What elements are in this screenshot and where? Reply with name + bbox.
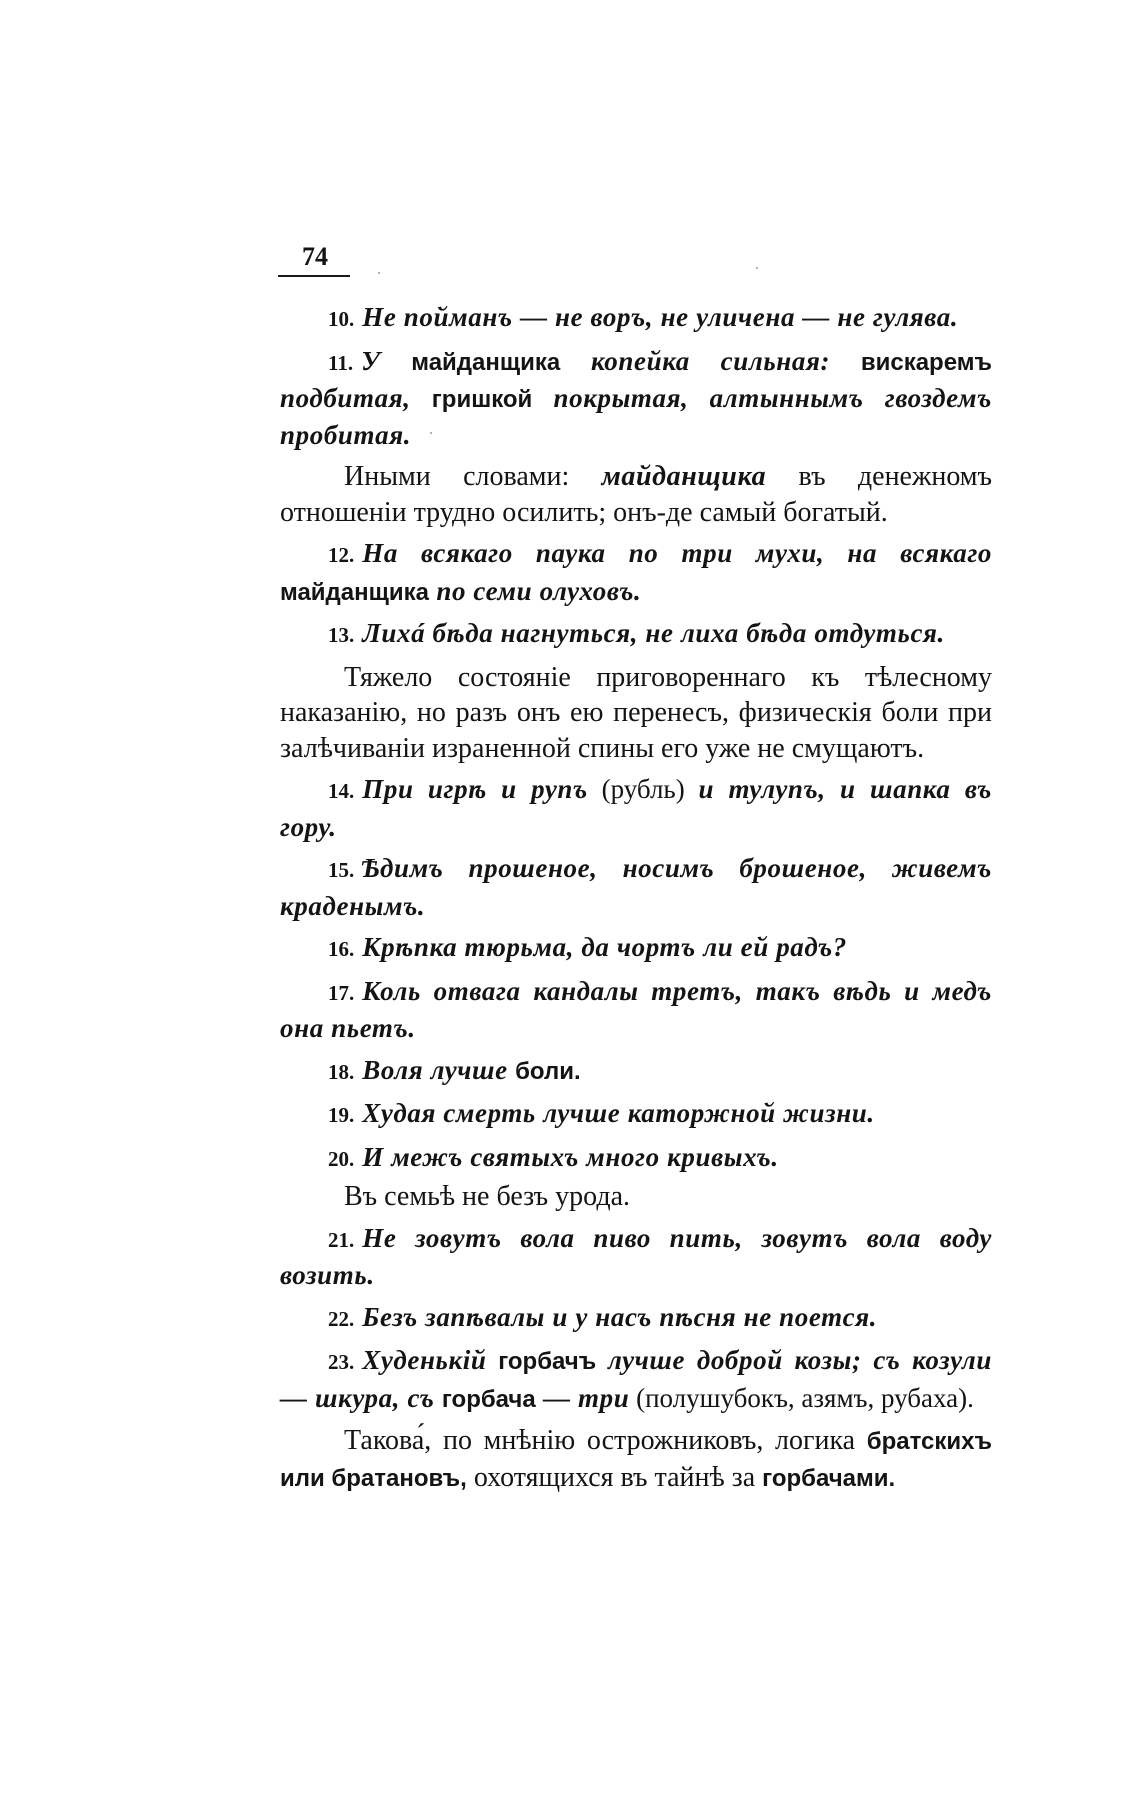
slang-term: виcкаремъ — [860, 348, 992, 376]
slang-term: боли. — [515, 1057, 581, 1085]
proverb-text: Крѣпка тюрьма, да чортъ ли ей радъ? — [362, 932, 847, 962]
proverb-text: майданщика — [601, 461, 767, 492]
slang-term: майданщика — [280, 578, 429, 606]
plain-text: Въ семьѣ не безъ урода. — [344, 1181, 631, 1212]
plain-text: Тяжело состояніе приговореннаго къ тѣлесному наказанію, но разъ онъ ею перенесъ, физическія боли при залѣчиваніи израненной спины его уже не смущаютъ. — [280, 661, 992, 764]
commentary-paragraph — [280, 459, 992, 530]
proverb-number: 16. — [328, 937, 355, 961]
proverb-text: Худая смерть лучше каторжной жизни. — [362, 1098, 875, 1128]
slang-term: горбачами. — [762, 1464, 896, 1492]
slang-term: гришкой — [431, 386, 533, 413]
proverb-text: Воля лучше — [362, 1054, 516, 1085]
print-speck — [378, 272, 380, 274]
plain-text: (рубль) — [587, 774, 699, 804]
slang-term: горбача — [441, 1385, 536, 1413]
proverb-entry — [280, 1300, 992, 1338]
proverb-text: подбитая, — [280, 383, 432, 413]
proverb-entry — [280, 1343, 992, 1417]
proverb-entry — [280, 1096, 992, 1134]
proverb-entry — [280, 536, 992, 610]
plain-text: Иными словами: — [344, 461, 602, 492]
proverb-entry — [280, 1053, 992, 1091]
slang-term: майданщика — [411, 348, 561, 376]
commentary-paragraph — [280, 1423, 992, 1496]
proverb-entry — [280, 772, 992, 845]
proverb-number: 20. — [328, 1146, 355, 1171]
proverb-number: 23. — [328, 1350, 355, 1374]
proverb-number: 21. — [328, 1227, 355, 1252]
plain-text: въ денежномъ отношеніи трудно осилить; онъ-де самый богатый. — [280, 461, 992, 528]
proverb-number: 14. — [328, 779, 355, 803]
print-speck — [430, 432, 432, 434]
plain-text: (полушубокъ, азямъ, рубаха). — [629, 1382, 974, 1413]
plain-text: охотящихся въ тайнѣ за — [466, 1461, 763, 1493]
proverb-number: 19. — [328, 1103, 355, 1127]
proverb-number: 12. — [328, 543, 355, 567]
proverb-number: 22. — [328, 1306, 355, 1331]
proverb-text: Коль отвага кандалы третъ, такъ вѣдь и медъ она пьетъ. — [280, 975, 992, 1043]
proverb-text: лучше доброй козы; съ козули — шкура, съ — [280, 1345, 993, 1413]
proverb-text: Не пойманъ — не воръ, не уличена — не гулява. — [362, 302, 959, 332]
proverb-number: 10. — [328, 307, 355, 331]
proverb-entry — [280, 300, 992, 338]
proverb-number: 18. — [328, 1059, 355, 1084]
print-speck — [756, 267, 758, 269]
slang-term: братскихъ или братановъ, — [280, 1428, 992, 1492]
proverb-entry — [280, 851, 992, 924]
proverb-text: Безъ запѣвалы и у насъ пѣсня не поется. — [362, 1301, 878, 1332]
proverb-entry — [280, 1140, 992, 1178]
proverb-entry — [280, 616, 992, 654]
slang-term: горбачъ — [498, 1348, 597, 1375]
proverb-text: На всякаго паука по три мухи, на всякаго — [362, 538, 992, 568]
plain-text: Такова́, по мнѣнію острожниковъ, логика — [344, 1425, 867, 1456]
page-body-text — [280, 300, 992, 1502]
proverb-text: Худенькій — [362, 1345, 499, 1375]
page-number-rule — [278, 275, 350, 277]
proverb-text: И межъ святыхъ много кривыхъ. — [362, 1141, 779, 1172]
page-number: 74 — [302, 242, 328, 271]
proverb-number: 11. — [328, 350, 354, 375]
proverb-number: 13. — [328, 623, 355, 647]
proverb-entry — [280, 930, 992, 968]
proverb-text: — три — [535, 1382, 630, 1413]
proverb-entry — [280, 344, 992, 454]
commentary-paragraph — [280, 660, 992, 767]
proverb-entry — [280, 1221, 992, 1294]
proverb-text: копейка сильная: — [560, 345, 861, 376]
proverb-number: 17. — [328, 980, 355, 1005]
proverb-text: При игрѣ и рупъ — [362, 774, 588, 804]
proverb-number: 15. — [328, 858, 355, 882]
proverb-text: Ѣдимъ прошеное, носимъ брошеное, живемъ краденымъ. — [280, 853, 992, 921]
proverb-text: покрытая, алтыннымъ гвоздемъ пробитая. — [280, 383, 992, 450]
proverb-entry — [280, 974, 992, 1047]
proverb-text: Не зовутъ вола пиво пить, зовутъ вола воду возить. — [280, 1222, 992, 1290]
proverb-text: У — [361, 345, 412, 376]
proverb-text: по семи олуховъ. — [428, 575, 642, 606]
proverb-text: Лихá бѣда нагнуться, не лиха бѣда отдуться. — [362, 618, 945, 648]
proverb-text: и тулупъ, и шапка въ гору. — [280, 774, 992, 842]
commentary-paragraph — [280, 1179, 992, 1215]
